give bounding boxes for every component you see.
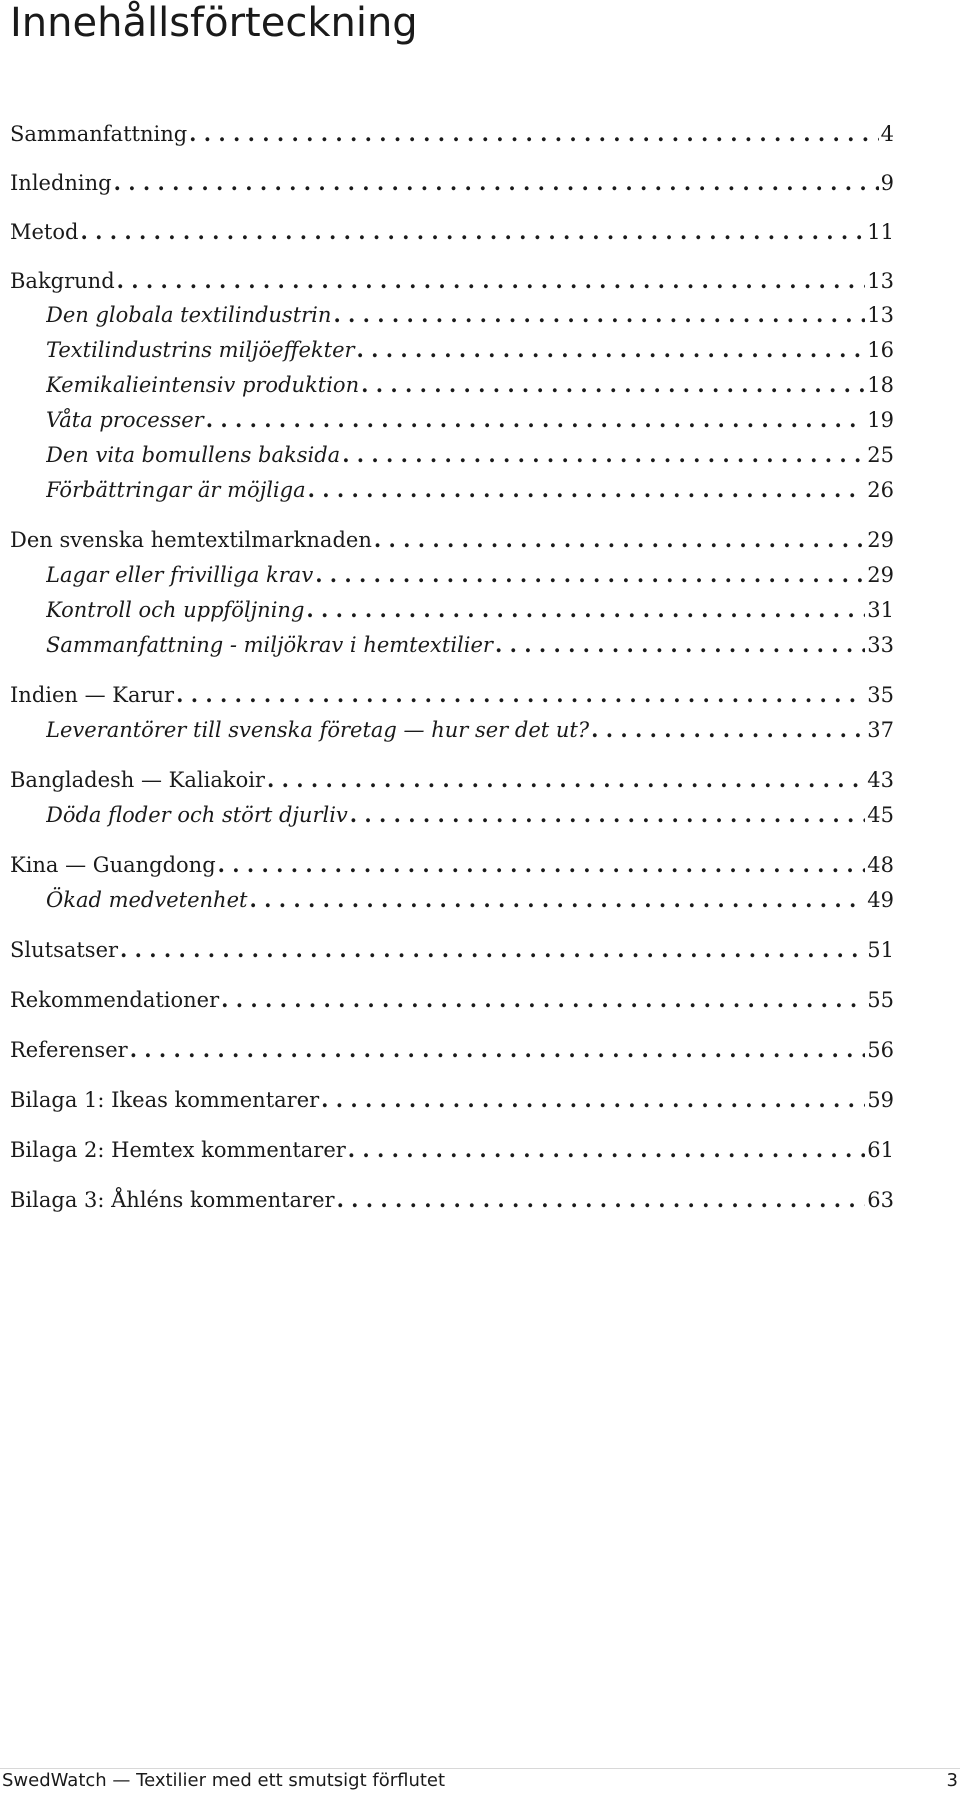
toc-leader-dots xyxy=(333,298,865,332)
toc-entry-label: Den svenska hemtextilmarknaden xyxy=(10,528,372,552)
toc-entry-label: Indien — Karur xyxy=(10,683,175,707)
toc-subentry[interactable] xyxy=(46,333,894,367)
toc-entry-page: 37 xyxy=(867,718,894,742)
toc-subentry[interactable] xyxy=(46,368,894,402)
toc-entry-page: 31 xyxy=(867,598,894,622)
toc-entry-page: 13 xyxy=(867,269,894,293)
toc-leader-dots xyxy=(221,983,865,1017)
toc-leader-dots xyxy=(218,848,866,882)
toc-entry[interactable] xyxy=(10,215,894,249)
toc-leader-dots xyxy=(308,473,866,507)
toc-entry[interactable] xyxy=(10,523,894,557)
toc-entry-label: Ökad medvetenhet xyxy=(46,888,248,912)
toc-leader-dots xyxy=(495,628,865,662)
toc-entry-label: Metod xyxy=(10,220,79,244)
toc-entry-label: Den vita bomullens baksida xyxy=(46,443,341,467)
toc-entry-label: Sammanfattning - miljökrav i hemtextilier xyxy=(46,633,493,657)
toc-entry-label: Kontroll och uppföljning xyxy=(46,598,305,622)
toc-entry-label: Slutsatser xyxy=(10,938,119,962)
toc-entry-page: 18 xyxy=(867,373,894,397)
toc-subentry[interactable] xyxy=(46,438,894,472)
toc-subentry[interactable] xyxy=(46,473,894,507)
toc-entry-label: Bilaga 3: Åhléns kommentarer xyxy=(10,1188,335,1212)
toc-entry-page: 45 xyxy=(867,803,894,827)
toc-entry-page: 25 xyxy=(867,443,894,467)
toc-leader-dots xyxy=(315,558,865,592)
toc-entry[interactable] xyxy=(10,848,894,882)
toc-leader-dots xyxy=(374,523,865,557)
toc-entry-label: Den globala textilindustrin xyxy=(46,303,332,327)
toc-entry-label: Våta processer xyxy=(46,408,204,432)
toc-entry[interactable] xyxy=(10,933,894,967)
toc-leader-dots xyxy=(80,215,865,249)
toc-entry-page: 16 xyxy=(867,338,894,362)
toc-entry[interactable] xyxy=(10,763,894,797)
toc-entry-label: Sammanfattning xyxy=(10,122,188,146)
toc-leader-dots xyxy=(342,438,865,472)
toc-entry-label: Rekommendationer xyxy=(10,988,220,1012)
footer-text: SwedWatch — Textilier med ett smutsigt förflutet xyxy=(2,1770,446,1791)
toc-entry-label: Inledning xyxy=(10,171,112,195)
toc-leader-dots xyxy=(321,1083,865,1117)
toc-entry-page: 63 xyxy=(867,1188,894,1212)
toc-entry-page: 26 xyxy=(867,478,894,502)
toc-entry-label: Förbättringar är möjliga xyxy=(46,478,306,502)
toc-entry[interactable] xyxy=(10,1033,894,1067)
toc-entry-page: 11 xyxy=(867,220,894,244)
toc-subentry[interactable] xyxy=(46,713,894,747)
toc-entry-label: Referenser xyxy=(10,1038,128,1062)
toc-subentry[interactable] xyxy=(46,298,894,332)
toc-entry-label: Bangladesh — Kaliakoir xyxy=(10,768,265,792)
toc-entry-page: 19 xyxy=(867,408,894,432)
toc-subentry[interactable] xyxy=(46,883,894,917)
toc-leader-dots xyxy=(357,333,866,367)
toc-entry-page: 55 xyxy=(867,988,894,1012)
toc-leader-dots xyxy=(130,1033,866,1067)
toc-entry-page: 35 xyxy=(867,683,894,707)
toc-entry-label: Lagar eller frivilliga krav xyxy=(46,563,314,587)
toc-entry-label: Leverantörer till svenska företag — hur ser det ut? xyxy=(46,718,590,742)
toc-leader-dots xyxy=(114,166,879,200)
toc-leader-dots xyxy=(591,713,865,747)
toc-entry-page: 33 xyxy=(867,633,894,657)
toc-entry[interactable] xyxy=(10,117,894,151)
toc-leader-dots xyxy=(267,763,865,797)
toc-subentry[interactable] xyxy=(46,593,894,627)
toc-subentry[interactable] xyxy=(46,628,894,662)
toc-leader-dots xyxy=(306,593,865,627)
toc-leader-dots xyxy=(206,403,866,437)
toc-subentry[interactable] xyxy=(46,403,894,437)
toc-entry-label: Bakgrund xyxy=(10,269,115,293)
toc-entry-label: Döda floder och stört djurliv xyxy=(46,803,348,827)
page-title: Innehållsförteckning xyxy=(10,0,418,46)
toc-entry-page: 4 xyxy=(880,122,894,146)
toc-entry-label: Bilaga 2: Hemtex kommentarer xyxy=(10,1138,346,1162)
toc-leader-dots xyxy=(249,883,865,917)
toc-entry-page: 13 xyxy=(867,303,894,327)
toc-entry-page: 29 xyxy=(867,563,894,587)
toc-entry-page: 9 xyxy=(880,171,894,195)
toc-entry[interactable] xyxy=(10,983,894,1017)
toc-entry-page: 61 xyxy=(867,1138,894,1162)
toc-subentry[interactable] xyxy=(46,558,894,592)
toc-entry-page: 51 xyxy=(867,938,894,962)
toc-leader-dots xyxy=(348,1133,865,1167)
toc-leader-dots xyxy=(189,117,878,151)
toc-entry-page: 56 xyxy=(867,1038,894,1062)
toc-subentry[interactable] xyxy=(46,798,894,832)
toc-entry-label: Bilaga 1: Ikeas kommentarer xyxy=(10,1088,320,1112)
toc-entry-label: Kemikalieintensiv produktion xyxy=(46,373,360,397)
toc-entry-page: 59 xyxy=(867,1088,894,1112)
footer-page-number: 3 xyxy=(946,1770,958,1791)
toc-entry[interactable] xyxy=(10,678,894,712)
toc-leader-dots xyxy=(337,1183,866,1217)
toc-entry-page: 43 xyxy=(867,768,894,792)
toc-entry-page: 48 xyxy=(867,853,894,877)
toc-entry[interactable] xyxy=(10,264,894,298)
toc-entry[interactable] xyxy=(10,1083,894,1117)
toc-leader-dots xyxy=(350,798,865,832)
toc-entry[interactable] xyxy=(10,1183,894,1217)
toc-leader-dots xyxy=(361,368,865,402)
toc-leader-dots xyxy=(117,264,866,298)
toc-entry-page: 29 xyxy=(867,528,894,552)
toc-entry[interactable] xyxy=(10,1133,894,1167)
toc-entry-label: Textilindustrins miljöeffekter xyxy=(46,338,355,362)
toc-entry-label: Kina — Guangdong xyxy=(10,853,216,877)
toc-entry-page: 49 xyxy=(867,888,894,912)
page-footer xyxy=(0,1768,960,1794)
toc-leader-dots xyxy=(176,678,865,712)
toc-entry[interactable] xyxy=(10,166,894,200)
toc-leader-dots xyxy=(120,933,865,967)
